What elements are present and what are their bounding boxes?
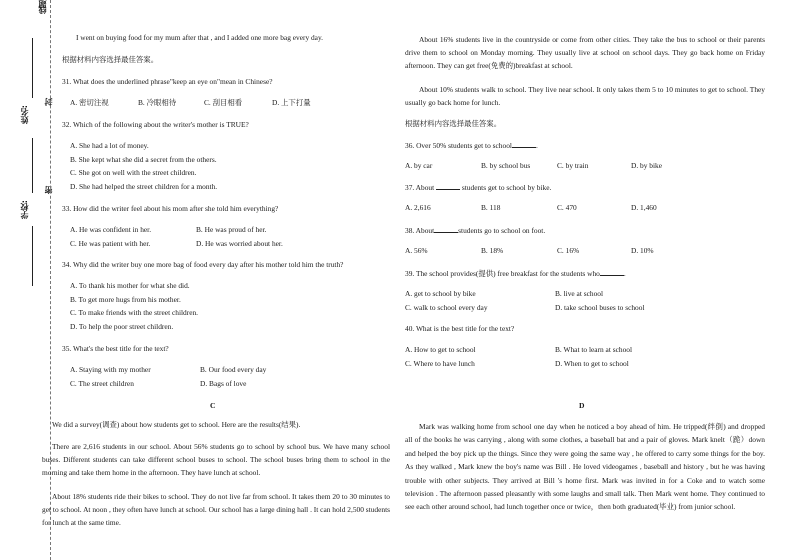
q33-option-b: B. He was proud of her. [196,225,267,234]
q35-option-b: B. Our food every day [200,365,267,374]
q40-stem: 40. What is the best title for the text? [405,324,515,333]
q36-option-b: B. by school bus [481,161,531,170]
instruction-1: 根据材料内容选择最佳答案。 [62,55,159,64]
q39-option-c: C. walk to school every day [405,303,488,312]
q39-stem [405,268,626,278]
q37-option-a: A. 2,616 [405,203,431,212]
q39-option-a: A. get to school by bike [405,289,476,298]
q33-option-d: D. He was worried about her. [196,239,283,248]
binding-char-secret: 密 [44,186,53,194]
q38-option-c: C. 16% [557,246,580,255]
q31-option-b: B. 冷眼相待 [138,98,177,107]
q37-stem-text: 37. About [405,183,435,192]
section-d-heading: D [579,401,585,410]
q31-option-d: D. 上下打量 [272,98,311,107]
q38-stem-text: 38. About [405,226,435,235]
q36-stem [405,140,538,150]
q38-stem [405,225,545,235]
q35-stem: 35. What's the best title for the text? [62,344,169,353]
intro-sentence: I went on buying food for my mum after that , and I added one more bag every day. [76,33,324,42]
q38-option-a: A. 56% [405,246,428,255]
q37-option-c: C. 470 [557,203,577,212]
q39-option-d: D. take school buses to school [555,303,645,312]
q34-option-d: D. To help the poor street children. [70,322,174,331]
q31-stem: 31. What does the underlined phrase"keep an eye on"mean in Chinese? [62,77,273,86]
q38-option-d: D. 10% [631,246,654,255]
q34-option-c: C. To make friends with the street children. [70,308,199,317]
q40-option-a: A. How to get to school [405,345,476,354]
q33-option-a: A. He was confident in her. [70,225,152,234]
binding-rule-1 [32,38,33,98]
binding-rule-3 [32,226,33,286]
q31-option-c: C. 刮目相看 [204,98,243,107]
school-label: 学校: [20,200,29,220]
q36-option-c: C. by train [557,161,589,170]
q39-stem-text: 39. The school provides(提供) free breakfast for the students who [405,269,600,278]
q33-stem: 33. How did the writer feel about his mom after she told him everything? [62,204,279,213]
q37-option-d: D. 1,460 [631,203,657,212]
instruction-2: 根据材料内容选择最佳答案。 [405,119,502,128]
name-label: 姓名: [20,105,29,125]
q39-option-b: B. live at school [555,289,604,298]
q39-stem-end: . [623,269,626,278]
d-paragraph-1: Mark was walking home from school one day when he noticed a boy ahead of him. He tripped(绊倒) and dropped all of the books he was carrying , along with some clothes, a baseball bat and a pair of gloves. Mark knelt（跪）down and helped the boy pick up the things. Since they were going the same way , he offered to carry some things for the boy. As they walked , Mark knew the boy's name was Bill . He loved videogames , baseball and history , but he was having trouble with other subjects. They arrived at Bill 's home first. Mark was invited in for a Coke and to watch some television . The afternoon passed pleasantly with some laughs and small talk. Then Mark went home. They continued to see each other around school, had lunch together once or twice，then both graduated(毕业) from junior school. [405,422,765,512]
q32-option-a: A. She had a lot of money. [70,141,149,150]
c-paragraph-3: About 18% students ride their bikes to school. They do not live far from school. It takes them 20 to 30 minutes to get to school. At noon , they often have lunch at school. Our school has a large dining hall . It can hold 2,500 students for lunch at the same time. [42,492,390,527]
c-paragraph-5: About 10% students walk to school. They live near school. It only takes them 5 to 10 minutes to get to school. They usually go back home for lunch. [405,85,765,107]
q34-option-b: B. To get more hugs from his mother. [70,295,181,304]
q37-blank [436,182,460,190]
q37-stem [405,182,551,192]
q40-option-b: B. What to learn at school [555,345,633,354]
q35-option-c: C. The street children [70,379,134,388]
q34-option-a: A. To thank his mother for what she did. [70,281,190,290]
binding-char-line: 线 [38,6,47,14]
q36-blank [512,140,536,148]
q38-stem-end: students go to school on foot. [458,226,546,235]
q40-option-d: D. When to get to school [555,359,629,368]
q35-option-a: A. Staying with my mother [70,365,151,374]
q32-option-d: D. She had helped the street children for a month. [70,182,218,191]
q36-stem-text: 36. Over 50% students get to school [405,141,512,150]
q32-option-b: B. She kept what she did a secret from the others. [70,155,217,164]
q32-option-c: C. She got on well with the street children. [70,168,197,177]
binding-char-top: 题 [38,0,47,8]
binding-char-seal: 封 [44,98,53,106]
q36-option-a: A. by car [405,161,433,170]
c-paragraph-2: There are 2,616 students in our school. About 56% students go to school by school bus. We have many school buses. Different students can take different school buses to school. The school buses bring them to school in the morning and take them home in the afternoon. They have lunch at school. [42,442,390,477]
q38-option-b: B. 18% [481,246,504,255]
q39-blank [600,268,624,276]
c-paragraph-4: About 16% students live in the countryside or come from other cities. They take the bus to school or their parents drive them to school on Monday morning. They usually live at school on school days. They go back home on Friday afternoon. They can get free(免费的)breakfast at school. [405,35,765,70]
q34-stem: 34. Why did the writer buy one more bag of food every day after his mother told him the truth? [62,260,344,269]
q38-blank [434,225,458,233]
q36-stem-end: . [535,141,538,150]
q37-option-b: B. 118 [481,203,501,212]
section-c-heading: C [210,401,216,410]
q40-option-c: C. Where to have lunch [405,359,475,368]
c-paragraph-1: We did a survey(调查) about how students get to school. Here are the results(结果). [52,420,301,429]
q33-option-c: C. He was patient with her. [70,239,151,248]
q37-stem-end: students get to school by bike. [461,183,552,192]
q35-option-d: D. Bags of love [200,379,247,388]
binding-rule-2 [32,138,33,193]
q36-option-d: D. by bike [631,161,662,170]
q31-option-a: A. 密切注视 [70,98,109,107]
q32-stem: 32. Which of the following about the writer's mother is TRUE? [62,120,249,129]
